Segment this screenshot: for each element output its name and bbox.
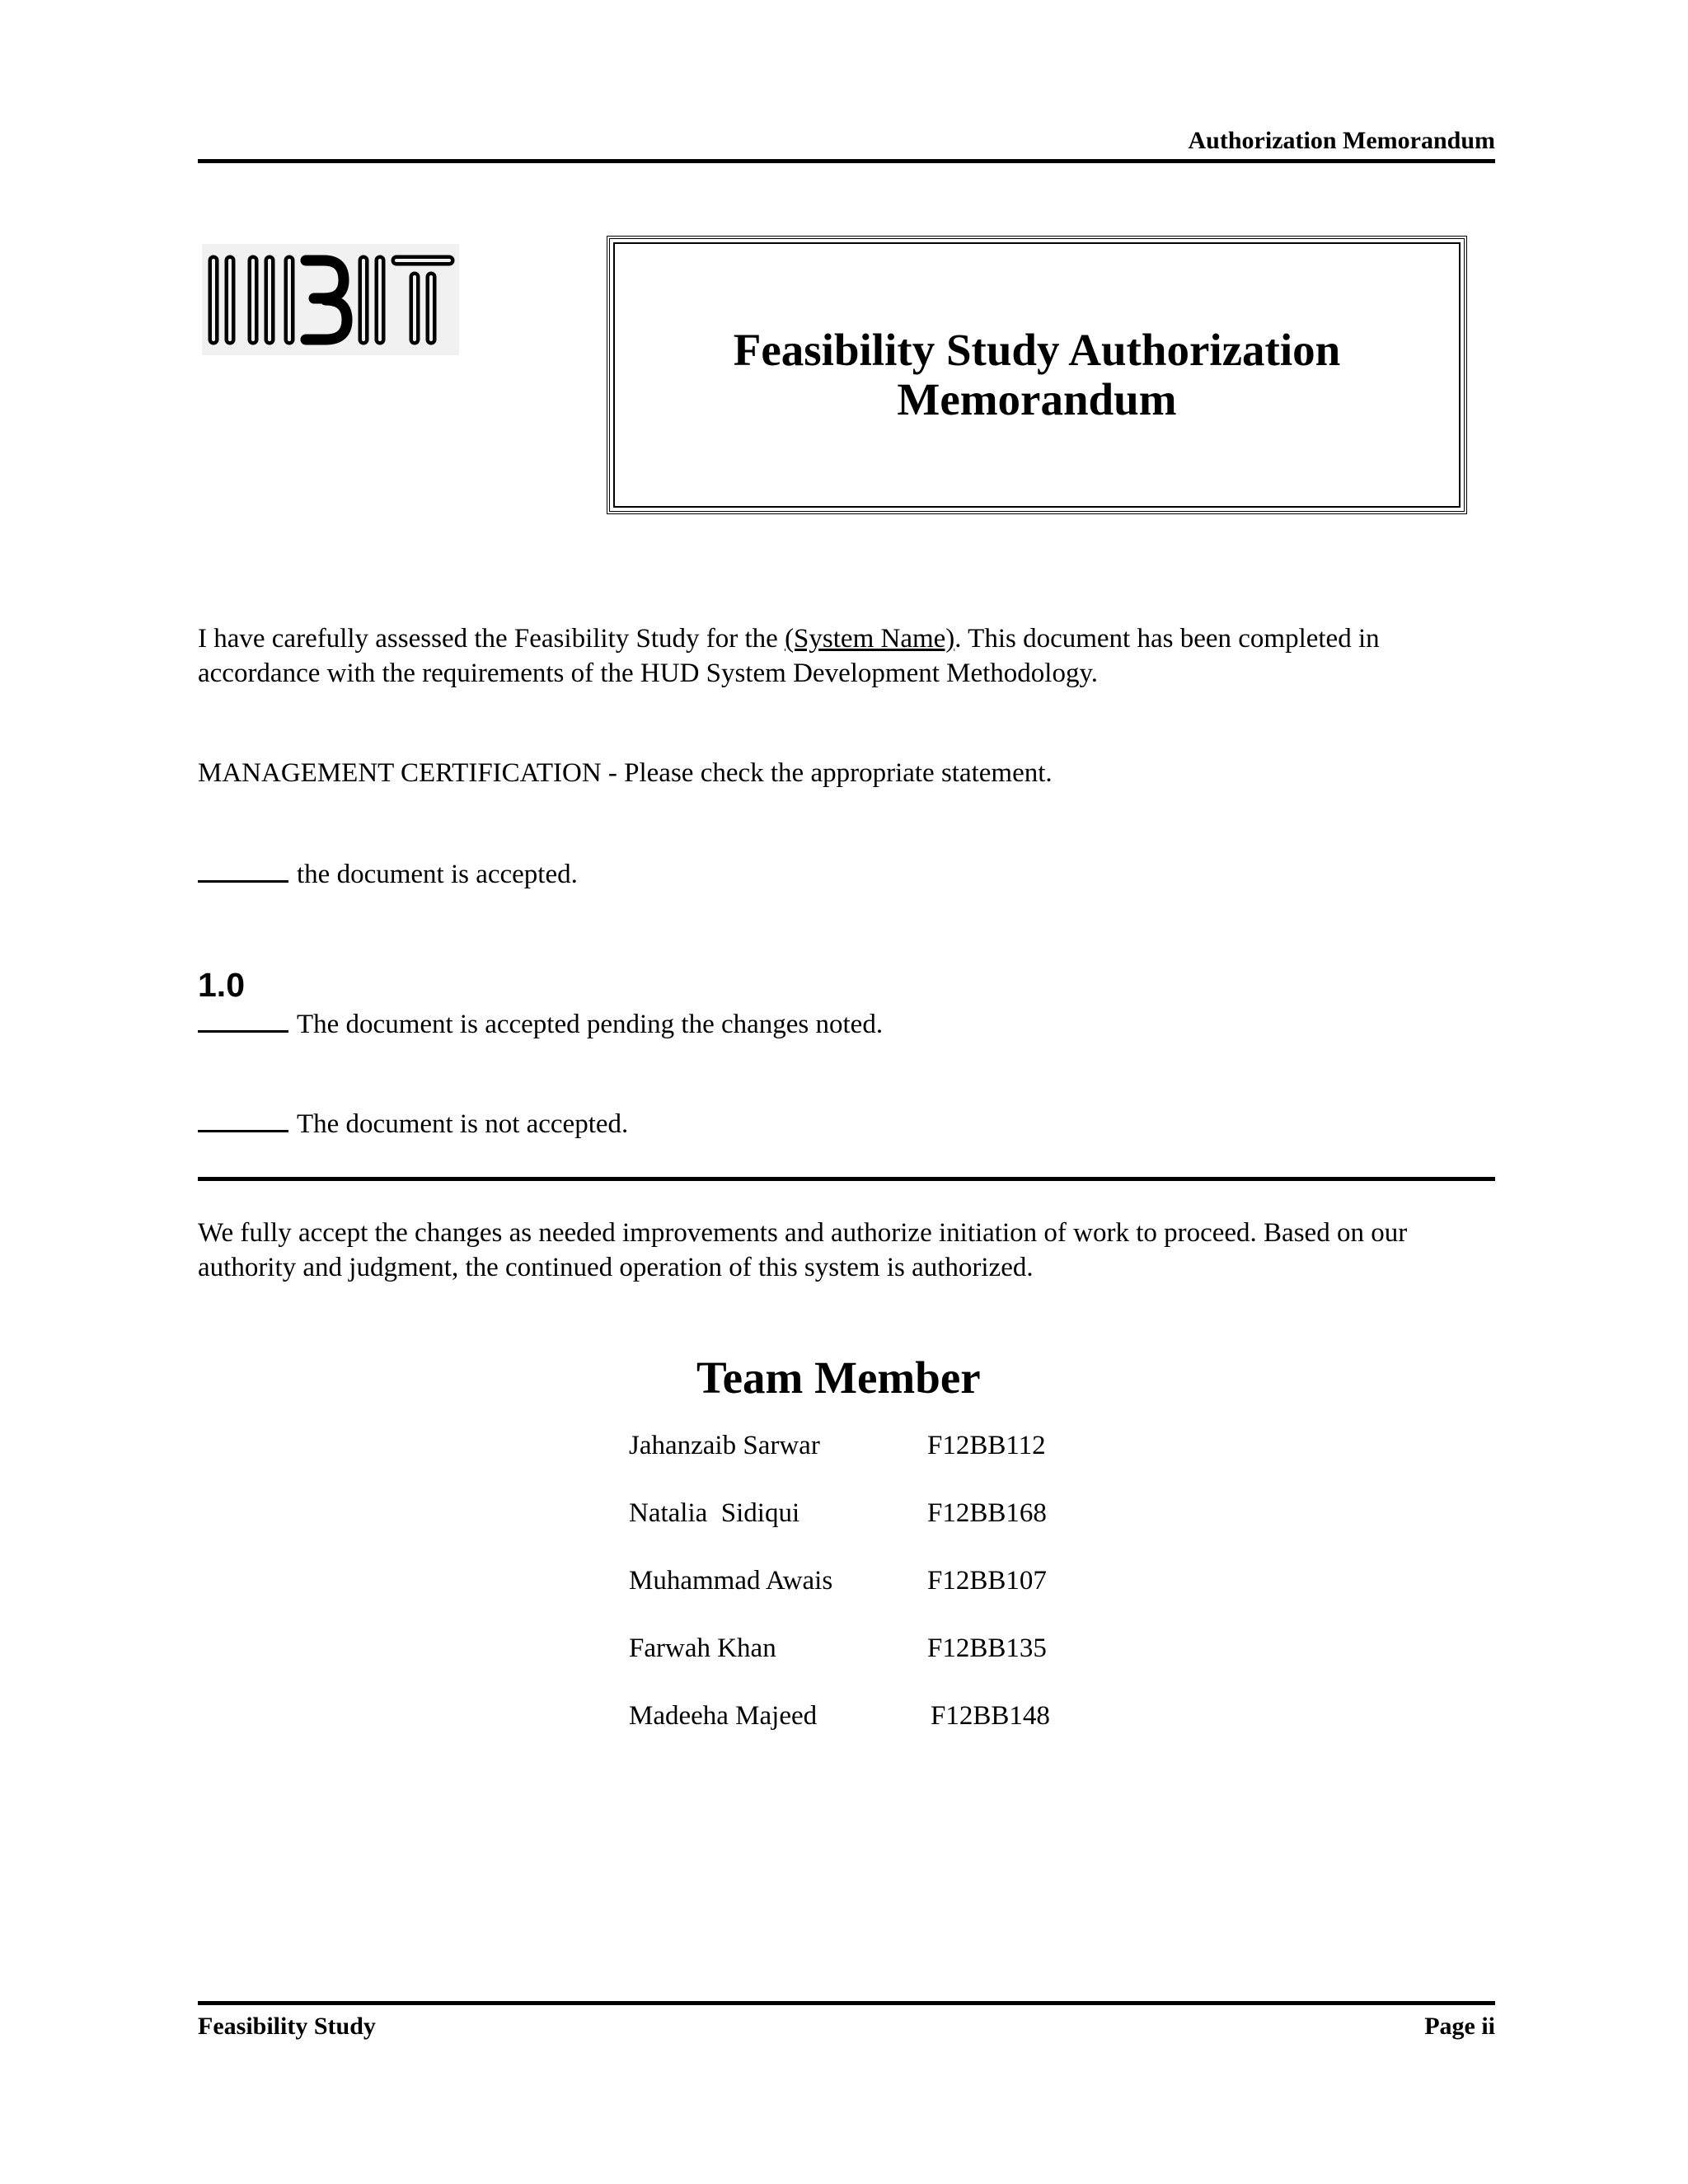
checkbox-blank-pending[interactable] — [198, 1007, 288, 1033]
intro-paragraph — [198, 621, 1495, 691]
team-member-row — [629, 1701, 1050, 1769]
option-pending — [198, 1007, 1495, 1042]
member-id: F12BB112 — [927, 1431, 1046, 1460]
document-title: Feasibility Study Authorization Memorandum — [733, 325, 1341, 424]
section-divider — [198, 1177, 1495, 1181]
member-id: F12BB148 — [931, 1701, 1050, 1731]
team-member-row — [629, 1566, 1050, 1633]
member-id: F12BB168 — [927, 1498, 1047, 1528]
member-id: F12BB107 — [927, 1566, 1047, 1596]
team-member-row — [629, 1431, 1050, 1498]
footer-document-name: Feasibility Study — [198, 2013, 376, 2040]
ibit-logo — [202, 244, 459, 355]
footer-rule — [198, 2001, 1495, 2005]
option-accepted-label: the document is accepted. — [297, 860, 578, 889]
option-not-accepted-label: The document is not accepted. — [297, 1109, 629, 1139]
team-heading: Team Member — [696, 1352, 981, 1403]
checkbox-blank-not-accepted[interactable] — [198, 1107, 288, 1132]
header-title: Authorization Memorandum — [1188, 127, 1495, 154]
member-name: Madeeha Majeed — [629, 1701, 818, 1731]
title-box-inner — [613, 242, 1461, 508]
checkbox-blank-accepted[interactable] — [198, 857, 288, 883]
member-name: Muhammad Awais — [629, 1566, 833, 1596]
option-not-accepted — [198, 1107, 1495, 1141]
title-box — [607, 236, 1467, 514]
acceptance-paragraph: We fully accept the changes as needed improvements and authorize initiation of work to proceed. Based on our authority and judgment, the continued operation of this system is authorized. — [198, 1218, 1408, 1282]
footer-page-number: Page ii — [1424, 2013, 1495, 2040]
intro-text-after: . This document has been completed in accordance with the requirements of the HUD System Development Methodology. — [198, 624, 1380, 688]
option-pending-label: The document is accepted pending the changes noted. — [297, 1010, 884, 1039]
option-accepted — [198, 857, 1495, 892]
member-name: Jahanzaib Sarwar — [629, 1431, 820, 1460]
team-member-row — [629, 1498, 1050, 1566]
team-member-row — [629, 1633, 1050, 1701]
intro-text-before: I have carefully assessed the Feasibility Study for the — [198, 624, 785, 654]
certification-heading: MANAGEMENT CERTIFICATION - Please check the appropriate statement. — [198, 758, 1053, 788]
team-member-list — [629, 1431, 1050, 1769]
member-id: F12BB135 — [927, 1633, 1047, 1663]
member-name: Farwah Khan — [629, 1633, 776, 1663]
section-number: 1.0 — [198, 966, 245, 1004]
header-rule — [198, 159, 1495, 163]
system-name-placeholder: (System Name) — [785, 624, 955, 654]
member-name: Natalia Sidiqui — [629, 1498, 800, 1528]
